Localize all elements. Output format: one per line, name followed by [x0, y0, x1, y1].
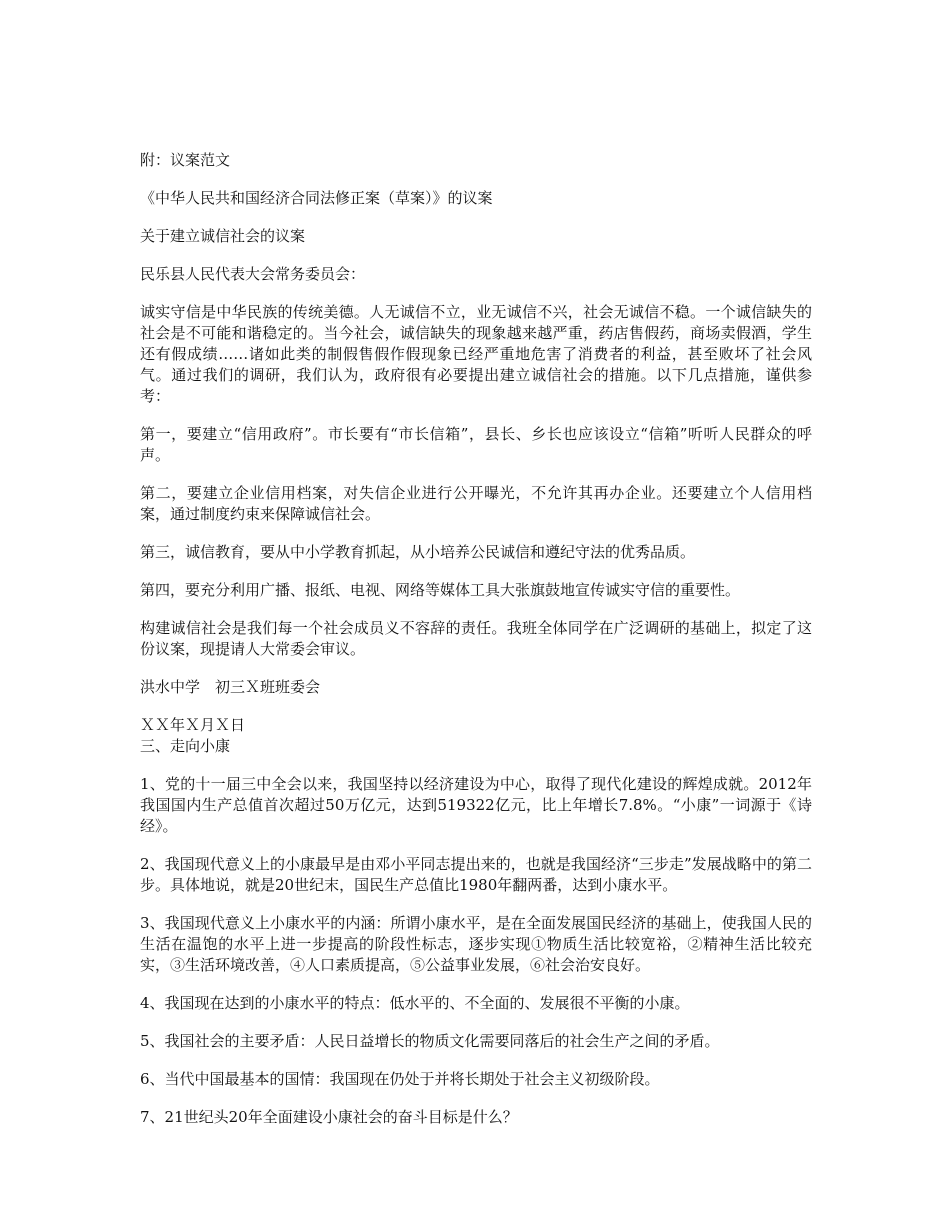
measure-one: 第一，要建立“信用政府”。市长要有“市长信箱”，县长、乡长也应该设立“信箱”听听人民群众的呼声。	[140, 425, 812, 464]
point-six: 6、当代中国最基本的国情：我国现在仍处于并将长期处于社会主义初级阶段。	[140, 1070, 660, 1088]
date-line: ＸＸ年Ｘ月Ｘ日	[140, 716, 246, 734]
point-four: 4、我国现在达到的小康水平的特点：低水平的、不全面的、发展很不平衡的小康。	[140, 994, 690, 1012]
measure-two: 第二，要建立企业信用档案，对失信企业进行公开曝光，不允许其再办企业。还要建立个人信用档案，通过制度约束来保障诚信社会。	[140, 484, 812, 523]
addressee: 民乐县人民代表大会常务委员会：	[140, 265, 366, 283]
measure-three: 第三，诚信教育，要从中小学教育抓起，从小培养公民诚信和遵纪守法的优秀品质。	[140, 543, 696, 561]
section-heading: 三、走向小康	[140, 737, 231, 755]
proposal-subject: 关于建立诚信社会的议案	[140, 227, 306, 245]
intro-paragraph: 诚实守信是中华民族的传统美德。人无诚信不立，业无诚信不兴，社会无诚信不稳。一个诚信缺失的社会是不可能和谐稳定的。当今社会，诚信缺失的现象越来越严重，药店售假药，商场卖假酒，学生还有假成绩……诸如此类的制假售假作假现象已经严重地危害了消费者的利益，甚至败坏了社会风气。通过我们的调研，我们认为，政府很有必要提出建立诚信社会的措施。以下几点措施，谨供参考：	[140, 303, 812, 405]
document-body	[140, 150, 812, 1145]
signature: 洪水中学 初三Ｘ班班委会	[140, 678, 321, 696]
measure-four: 第四，要充分利用广播、报纸、电视、网络等媒体工具大张旗鼓地宣传诚实守信的重要性。	[140, 581, 741, 599]
point-two: 2、我国现代意义上的小康最早是由邓小平同志提出来的，也就是我国经济“三步走”发展战略中的第二步。具体地说，就是20世纪末，国民生产总值比1980年翻两番，达到小康水平。	[140, 855, 812, 894]
point-seven: 7、21世纪头20年全面建设小康社会的奋斗目标是什么？	[140, 1108, 518, 1126]
proposal-title: 《中华人民共和国经济合同法修正案（草案）》的议案	[140, 189, 493, 207]
closing-paragraph: 构建诚信社会是我们每一个社会成员义不容辞的责任。我班全体同学在广泛调研的基础上，拟定了这份议案，现提请人大常委会审议。	[140, 619, 812, 658]
attachment-heading: 附：议案范文	[140, 151, 231, 169]
point-one: 1、党的十一届三中全会以来，我国坚持以经济建设为中心，取得了现代化建设的辉煌成就。2012年我国国内生产总值首次超过50万亿元，达到519322亿元，比上年增长7.8%。“小康”一词源于《诗经》。	[140, 775, 812, 835]
point-three: 3、我国现代意义上小康水平的内涵：所谓小康水平，是在全面发展国民经济的基础上，使我国人民的生活在温饱的水平上进一步提高的阶段性标志，逐步实现①物质生活比较宽裕，②精神生活比较充实，③生活环境改善，④人口素质提高，⑤公益事业发展，⑥社会治安良好。	[140, 914, 812, 974]
point-five: 5、我国社会的主要矛盾：人民日益增长的物质文化需要同落后的社会生产之间的矛盾。	[140, 1032, 720, 1050]
